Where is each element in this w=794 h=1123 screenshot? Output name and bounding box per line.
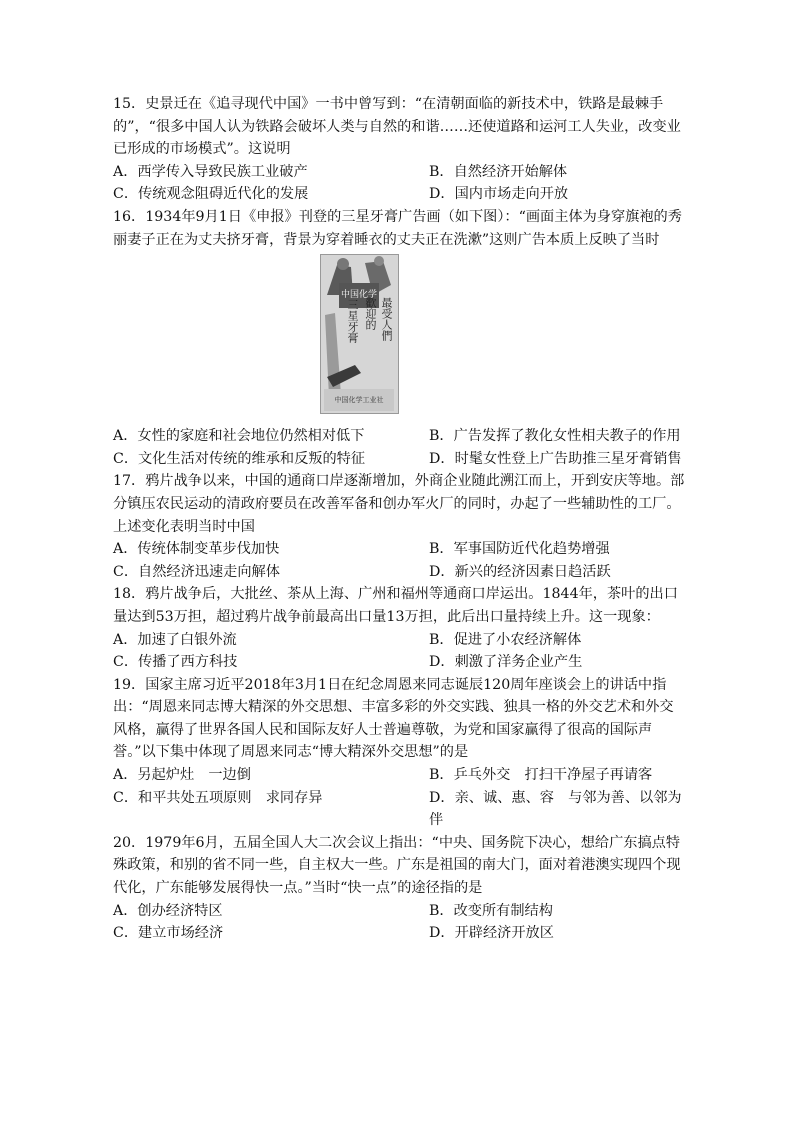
option-c[interactable]: C．文化生活对传统的维承和反叛的特征 (113, 450, 366, 467)
advertisement-product-name: 三星牙膏 (346, 299, 359, 344)
option-b[interactable]: B．自然经济开始解体 (429, 163, 568, 180)
question-stem: 17．鸦片战争以来，中国的通商口岸逐渐增加，外商企业随此溯江而上，开到安庆等地。部分镇压农民运动的清政府要员在改善军备和创办军火厂的同时，办起了一些辅助性的工厂。上述变化表明当时中国 (113, 473, 685, 535)
advertisement-slogan-column: 最受人們 (380, 297, 393, 342)
options (113, 764, 685, 832)
option-a[interactable]: A．创办经济特区 (113, 902, 223, 919)
option-d[interactable]: D．时髦女性登上广告助推三星牙膏销售 (429, 450, 682, 467)
question-stem: 16．1934年9月1日《申报》刊登的三星牙膏广告画（如下图）：“画面主体为身穿旗袍的秀丽妻子正在为丈夫挤牙膏，背景为穿着睡衣的丈夫正在洗漱”这则广告本质上反映了当时 (113, 208, 682, 248)
option-a[interactable]: A．女性的家庭和社会地位仍然相对低下 (113, 428, 365, 445)
question-20 (113, 832, 685, 945)
options (113, 629, 685, 674)
exam-page (113, 93, 685, 945)
question-stem: 20．1979年6月，五届全国人大二次会议上指出：“中央、国务院下决心，想给广东搞点特殊政策，和别的省不同一些，自主权大一些。广东是祖国的南大门，面对着港澳实现四个现代化，广东能够发展得快一点。”当时“快一点”的途径指的是 (113, 834, 681, 897)
advertisement-caption: 中国化学工业社 (324, 389, 394, 412)
question-18 (113, 583, 685, 673)
option-d[interactable]: D．新兴的经济因素日趋活跃 (429, 563, 611, 580)
option-c[interactable]: C．传统观念阻碍近代化的发展 (113, 186, 309, 203)
question-19 (113, 674, 685, 832)
option-c[interactable]: C．和平共处五项原则 求同存异 (113, 789, 323, 806)
option-b[interactable]: B．广告发挥了教化女性相夫教子的作用 (429, 428, 681, 445)
option-c[interactable]: C．传播了西方科技 (113, 654, 238, 671)
option-a[interactable]: A．加速了白银外流 (113, 631, 237, 648)
options (113, 425, 685, 470)
option-c[interactable]: C．自然经济迅速走向解体 (113, 563, 280, 580)
option-c[interactable]: C．建立市场经济 (113, 925, 224, 942)
question-stem: 18．鸦片战争后，大批丝、茶从上海、广州和福州等通商口岸运出。1844年，茶叶的出口量达到53万担，超过鸦片战争前最高出口量13万担，此后出口量持续上升。这一现象： (113, 586, 678, 625)
option-d[interactable]: D．亲、诚、惠、容 与邻为善、以邻为伴 (429, 789, 682, 829)
options (113, 900, 685, 945)
option-b[interactable]: B．改变所有制结构 (429, 902, 553, 919)
advertisement-slogan-column: 歡迎的 (364, 297, 377, 331)
options (113, 538, 685, 583)
advertisement-brand: 中国化学 (339, 283, 379, 308)
option-b[interactable]: B．促进了小农经济解体 (429, 631, 582, 648)
option-b[interactable]: B．军事国防近代化趋势增强 (429, 541, 610, 558)
option-a[interactable]: A．西学传入导致民族工业破产 (113, 163, 308, 180)
question-stem: 15．史景迁在《追寻现代中国》一书中曾写到：“在清朝面临的新技术中，铁路是最棘手的”，“很多中国人认为铁路会破坏人类与自然的和谐……还使道路和运河工人失业，改变业已形成的市场模式”。这说明 (113, 96, 681, 158)
question-stem: 19．国家主席习近平2018年3月1日在纪念周恩来同志诞辰120周年座谈会上的讲话中指出：“周恩来同志博大精深的外交思想、丰富多彩的外交实践、独具一格的外交艺术和外交风格，赢得了世界各国人民和国际友好人士普遍尊敬，为党和国家赢得了很高的国际声誉。”以下集中体现了周恩来同志“博大精深外交思想”的是 (113, 676, 674, 761)
option-b[interactable]: B．乒乓外交 打扫干净屋子再请客 (429, 767, 653, 784)
question-17 (113, 470, 685, 583)
question-15 (113, 93, 685, 206)
option-d[interactable]: D．国内市场走向开放 (429, 186, 569, 203)
option-d[interactable]: D．刺激了洋务企业产生 (429, 654, 583, 671)
option-d[interactable]: D．开辟经济开放区 (429, 925, 554, 942)
option-a[interactable]: A．另起炉灶 一边倒 (113, 767, 251, 784)
options (113, 161, 685, 206)
toothpaste-advertisement-image (320, 254, 399, 414)
question-16 (113, 206, 685, 470)
option-a[interactable]: A．传统体制变革步伐加快 (113, 541, 280, 558)
advertisement-figure-container (113, 254, 685, 420)
